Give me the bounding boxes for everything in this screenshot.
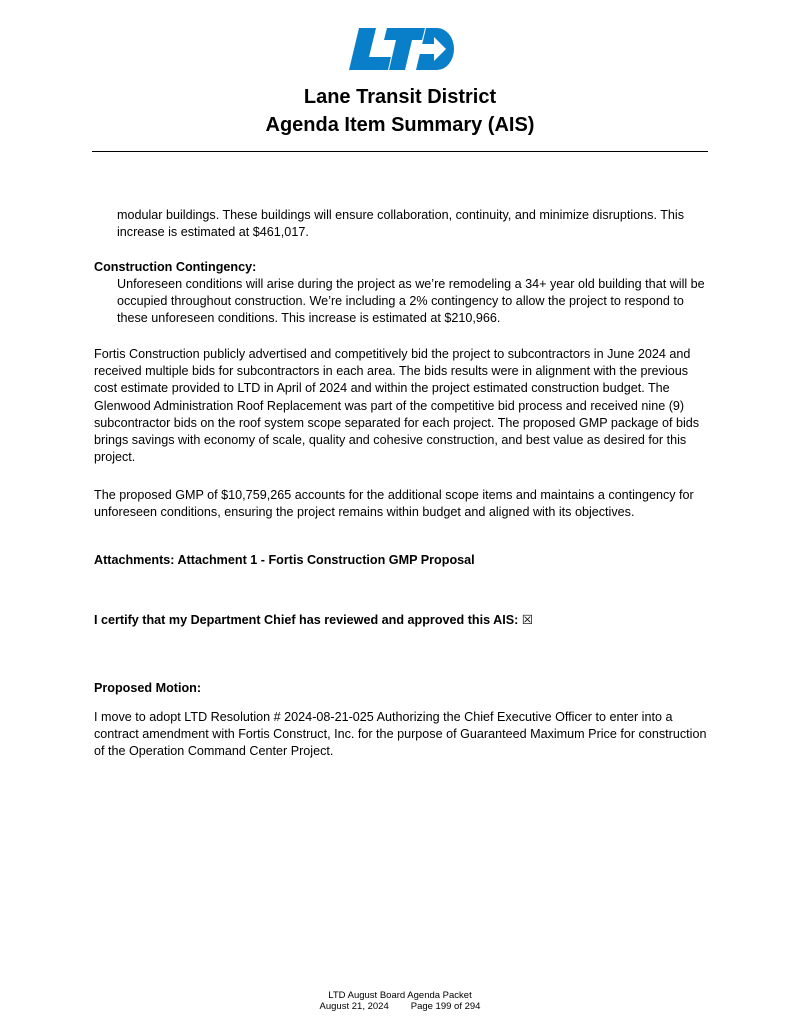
attachments-line: Attachments: Attachment 1 - Fortis Construction GMP Proposal — [94, 553, 475, 567]
contingency-heading: Construction Contingency: — [94, 260, 257, 274]
footer-page-number: Page 199 of 294 — [410, 1001, 481, 1012]
ltd-logo — [349, 28, 455, 70]
modular-paragraph: modular buildings. These buildings will ensure collaboration, continuity, and minimize disruptions. This increase is estimated at $461,017. — [117, 208, 685, 240]
header-divider — [92, 151, 708, 152]
motion-heading: Proposed Motion: — [94, 681, 202, 695]
footer-packet: LTD August Board Agenda Packet — [328, 990, 472, 1001]
gmp-paragraph: The proposed GMP of $10,759,265 accounts for the additional scope items and maintains a contingency for unforeseen conditions, ensuring the project remains within budget and aligned with its objectives. — [94, 488, 694, 520]
certify-text: I certify that my Department Chief has reviewed and approved this AIS: — [94, 613, 519, 627]
fortis-paragraph: Fortis Construction publicly advertised and competitively bid the project to subcontractors in June 2024 and received multiple bids for subcontractors in each area. The bids results were in alignment with the previous cost estimate provided to LTD in April of 2024 and within the project estimated construction budget. The Glenwood Administration Roof Replacement was part of the competitive bid process and received nine (9) subcontractor bids on the roof system scope separated for each project. The proposed GMP package of bids brings savings with economy of scale, quality and cohesive construction, and best value as desired for this project. — [94, 347, 700, 465]
page-title: Agenda Item Summary (AIS) — [265, 114, 535, 136]
motion-paragraph: I move to adopt LTD Resolution # 2024-08-21-025 Authorizing the Chief Executive Officer to enter into a contract amendment with Fortis Construct, Inc. for the purpose of Guaranteed Maximum Price for construction of the Operation Command Center Project. — [94, 710, 707, 759]
org-name: Lane Transit District — [303, 86, 497, 108]
page-footer — [0, 990, 800, 1012]
certify-line — [94, 611, 714, 629]
contingency-paragraph: Unforeseen conditions will arise during the project as we’re remodeling a 34+ year old building that will be occupied throughout construction. We’re including a 2% contingency to allow the project to respond to these unforeseen conditions. This increase is estimated at $210,966. — [117, 277, 705, 326]
footer-date: August 21, 2024 — [319, 1001, 389, 1012]
certify-checkbox: ☒ — [521, 612, 534, 627]
